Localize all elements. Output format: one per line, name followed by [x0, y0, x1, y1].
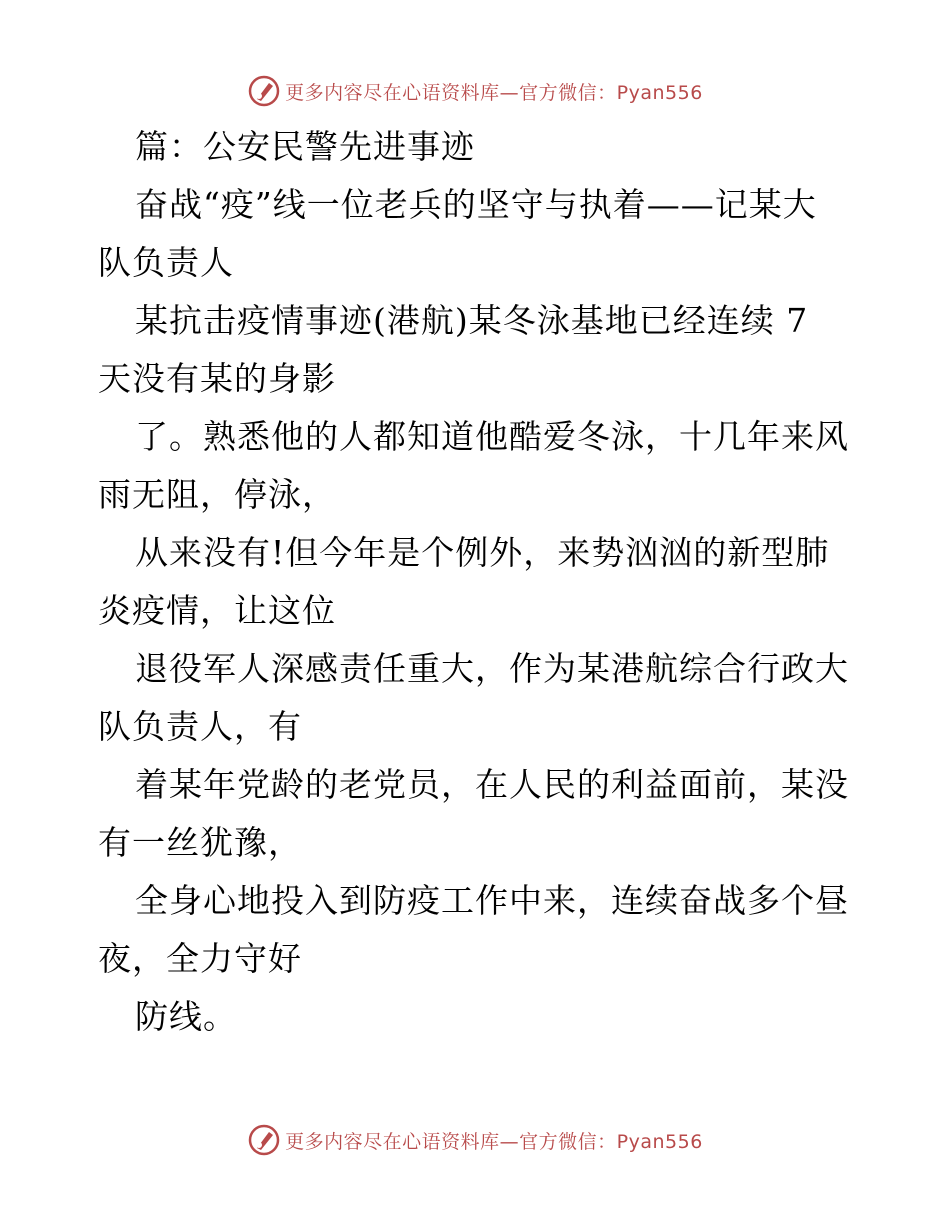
pen-logo-icon: [247, 1123, 281, 1157]
doc-line: 了。熟悉他的人都知道他酷爱冬泳，十几年来风: [135, 417, 849, 456]
doc-line: 队负责人: [98, 243, 234, 282]
doc-line: 某抗击疫情事迹(港航)某冬泳基地已经连续 7: [135, 301, 809, 340]
footer-banner-text: 更多内容尽在心语资料库—官方微信：Pyan556: [285, 1130, 703, 1153]
doc-line-title: 篇：公安民警先进事迹: [135, 127, 475, 166]
header-banner-text: 更多内容尽在心语资料库—官方微信：Pyan556: [285, 81, 703, 104]
doc-line: 队负责人，有: [98, 707, 302, 746]
pen-logo-icon: [247, 74, 281, 108]
doc-line: 炎疫情，让这位: [98, 591, 336, 630]
doc-line: 从来没有!但今年是个例外，来势汹汹的新型肺: [135, 533, 830, 572]
doc-line: 奋战“疫”线一位老兵的坚守与执着——记某大: [135, 185, 817, 224]
doc-line: 着某年党龄的老党员，在人民的利益面前，某没: [135, 765, 849, 804]
doc-line: 有一丝犹豫，: [98, 823, 302, 862]
doc-line: 夜，全力守好: [98, 939, 302, 978]
document-body: [98, 118, 858, 1046]
header-watermark-banner: [0, 71, 950, 111]
doc-line: 防线。: [135, 997, 237, 1036]
footer-watermark-banner: [0, 1120, 950, 1160]
doc-line: 退役军人深感责任重大，作为某港航综合行政大: [135, 649, 849, 688]
doc-line: 全身心地投入到防疫工作中来，连续奋战多个昼: [135, 881, 849, 920]
doc-line: 天没有某的身影: [98, 359, 336, 398]
doc-line: 雨无阻，停泳，: [98, 475, 336, 514]
